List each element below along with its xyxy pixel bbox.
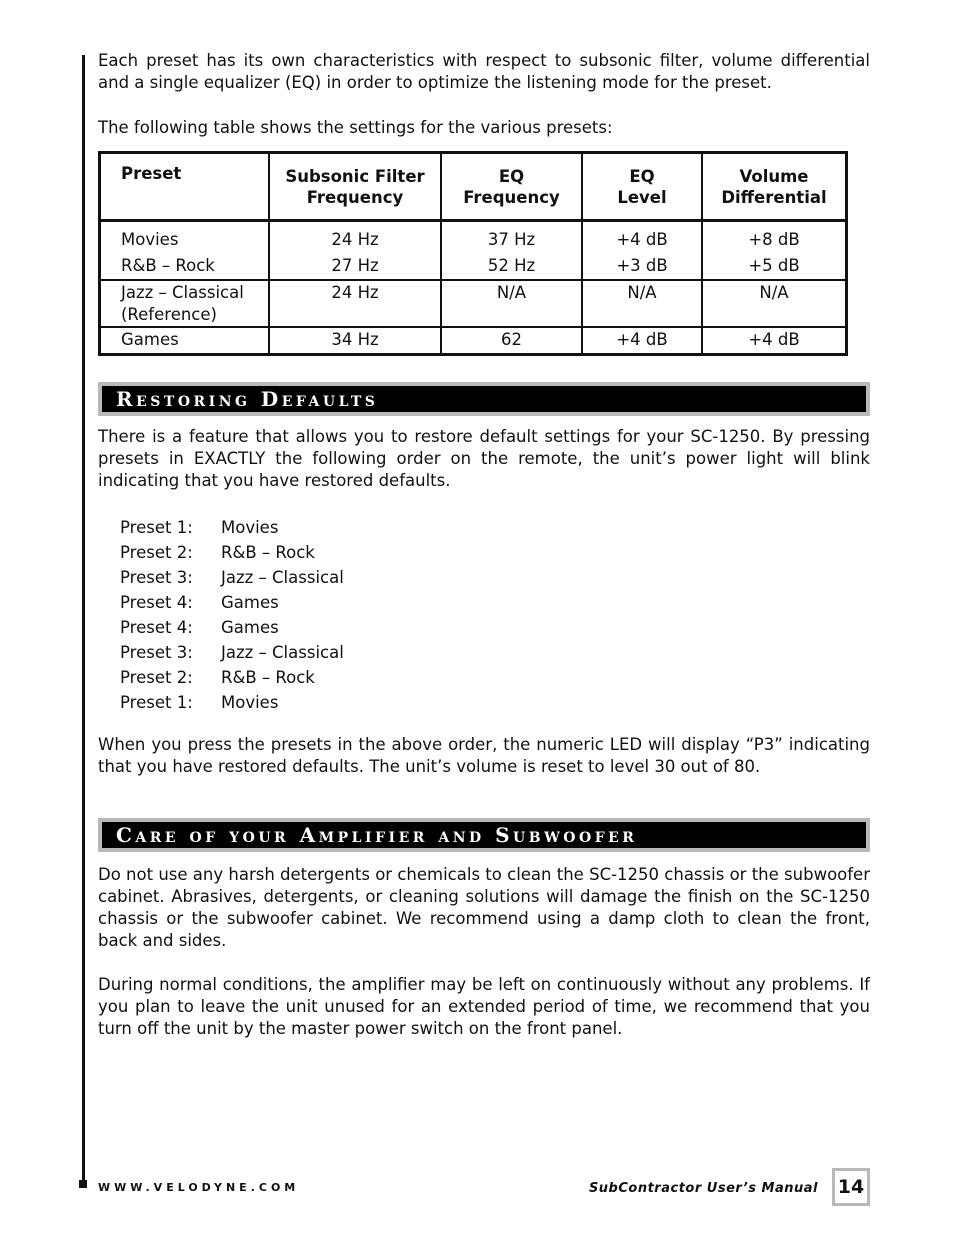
- list-item: Preset 1: Movies: [120, 518, 279, 537]
- cell-eq-level: +4 dB: [582, 327, 702, 355]
- list-item: Preset 3: Jazz – Classical: [120, 643, 344, 662]
- care-paragraph-2: During normal conditions, the amplifier may be left on continuously without any problems. If you plan to leave the unit unused for an extended period of time, we recommend that you turn off the unit by the master power switch on the front panel.: [98, 975, 870, 1038]
- cell-volume: N/A: [702, 280, 847, 327]
- cell-subsonic: 27 Hz: [269, 254, 441, 280]
- table-row: [100, 221, 847, 255]
- section-heading-care: [98, 818, 870, 852]
- left-margin-rule-marker: [79, 1180, 87, 1188]
- table-intro-text: The following table shows the settings for the various presets:: [98, 118, 613, 137]
- list-item: Preset 2: R&B – Rock: [120, 543, 315, 562]
- cell-subsonic: 34 Hz: [269, 327, 441, 355]
- cell-eq-level: N/A: [582, 280, 702, 327]
- section-heading-text: Care of your Amplifier and Subwoofer: [102, 822, 866, 848]
- cell-preset: R&B – Rock: [100, 254, 270, 280]
- cell-preset: Movies: [100, 221, 270, 255]
- care-paragraph-1: Do not use any harsh detergents or chemicals to clean the SC-1250 chassis or the subwoofer cabinet. Abrasives, detergents, or cleaning solutions will damage the finish on the SC-1250 chassis or the subwoofer cabinet. We recommend using a damp cloth to clean the front, back and sides.: [98, 865, 870, 950]
- cell-preset: Jazz – Classical (Reference): [100, 280, 270, 327]
- header-eq-frequency: EQ Frequency: [441, 153, 582, 221]
- cell-eq-frequency: N/A: [441, 280, 582, 327]
- list-item: Preset 3: Jazz – Classical: [120, 568, 344, 587]
- restored-defaults-paragraph: When you press the presets in the above order, the numeric LED will display “P3” indicating that you have restored defaults. The unit’s volume is reset to level 30 out of 80.: [98, 735, 870, 776]
- page-number-box: [832, 1168, 870, 1206]
- list-item: Preset 4: Games: [120, 593, 279, 612]
- header-volume-differential: Volume Differential: [702, 153, 847, 221]
- header-eq-level: EQ Level: [582, 153, 702, 221]
- intro-paragraph: Each preset has its own characteristics with respect to subsonic filter, volume differential and a single equalizer (EQ) in order to optimize the listening mode for the preset.: [98, 51, 870, 92]
- section-heading-text: Restoring Defaults: [102, 386, 866, 412]
- cell-eq-frequency: 52 Hz: [441, 254, 582, 280]
- cell-eq-level: +4 dB: [582, 221, 702, 255]
- preset-settings-table: [98, 151, 848, 356]
- header-preset: Preset: [100, 153, 270, 221]
- cell-eq-frequency: 37 Hz: [441, 221, 582, 255]
- cell-subsonic: 24 Hz: [269, 221, 441, 255]
- cell-volume: +8 dB: [702, 221, 847, 255]
- header-subsonic-filter: Subsonic Filter Frequency: [269, 153, 441, 221]
- table-header-row: [100, 153, 847, 221]
- list-item: Preset 2: R&B – Rock: [120, 668, 315, 687]
- restoring-paragraph: There is a feature that allows you to restore default settings for your SC-1250. By pressing presets in EXACTLY the following order on the remote, the unit’s power light will blink indicating that you have restored defaults.: [98, 427, 870, 490]
- cell-subsonic: 24 Hz: [269, 280, 441, 327]
- cell-eq-level: +3 dB: [582, 254, 702, 280]
- table-row: [100, 280, 847, 327]
- footer-manual-title: SubContractor User’s Manual: [588, 1181, 818, 1196]
- left-margin-rule: [82, 55, 85, 1182]
- preset-sequence-list: [120, 515, 344, 715]
- section-heading-restoring-defaults: [98, 382, 870, 416]
- table-row: [100, 327, 847, 355]
- cell-preset: Games: [100, 327, 270, 355]
- page-number: 14: [835, 1171, 867, 1203]
- cell-volume: +5 dB: [702, 254, 847, 280]
- cell-eq-frequency: 62: [441, 327, 582, 355]
- table-row: [100, 254, 847, 280]
- footer-website-link[interactable]: WWW.VELODYNE.COM: [98, 1181, 300, 1194]
- list-item: Preset 4: Games: [120, 618, 279, 637]
- cell-volume: +4 dB: [702, 327, 847, 355]
- list-item: Preset 1: Movies: [120, 693, 279, 712]
